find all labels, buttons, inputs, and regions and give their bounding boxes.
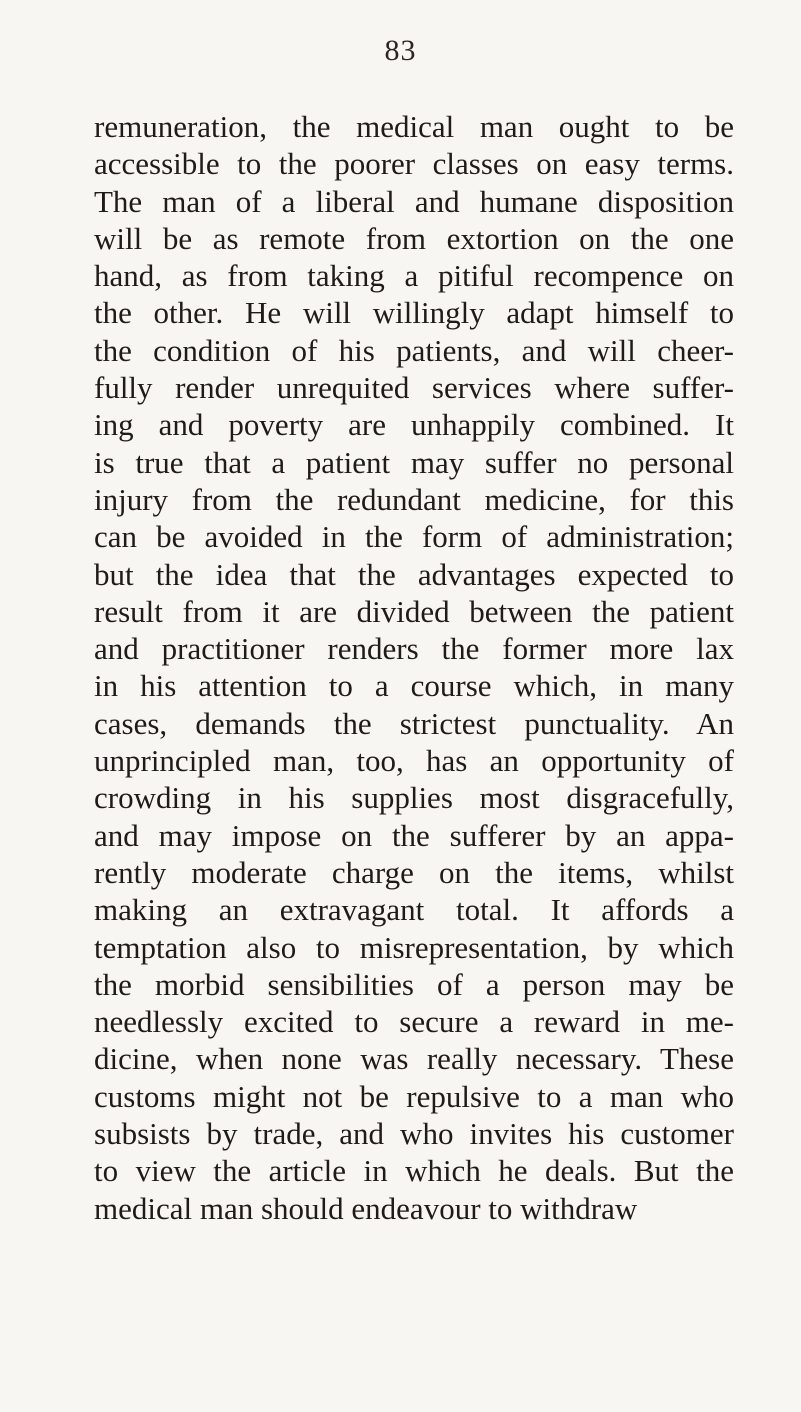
text-line: ing and poverty are unhappily combined. It: [94, 407, 734, 443]
text-line: the other. He will willingly adapt himself to: [94, 295, 734, 331]
text-line: accessible to the poorer classes on easy terms.: [94, 146, 734, 182]
text-line: medical man should endeavour to withdraw: [94, 1190, 638, 1226]
text-line: cases, demands the strictest punctuality. An: [94, 705, 734, 741]
text-line: result from it are divided between the patient: [94, 593, 734, 629]
text-line: will be as remote from extortion on the one: [94, 220, 734, 256]
text-line: making an extravagant total. It affords a: [94, 892, 734, 928]
text-line: rently moderate charge on the items, whilst: [94, 854, 734, 890]
text-line: crowding in his supplies most disgracefully,: [94, 780, 734, 816]
text-line: in his attention to a course which, in many: [94, 668, 734, 704]
text-line: unprincipled man, too, has an opportunity of: [94, 743, 734, 779]
text-line: is true that a patient may suffer no personal: [94, 444, 734, 480]
text-line: hand, as from taking a pitiful recompence on: [94, 258, 734, 294]
text-line: but the idea that the advantages expected to: [94, 556, 734, 592]
text-line: needlessly excited to secure a reward in me-: [94, 1004, 734, 1040]
text-line: can be avoided in the form of administration;: [94, 519, 734, 555]
page-number: 83: [384, 34, 417, 67]
text-line: injury from the redundant medicine, for this: [94, 481, 734, 517]
text-line: and may impose on the sufferer by an appa-: [94, 817, 734, 853]
text-line: customs might not be repulsive to a man who: [94, 1078, 734, 1114]
text-line: and practitioner renders the former more lax: [94, 631, 734, 667]
text-line: the condition of his patients, and will cheer-: [94, 332, 734, 368]
text-line: the morbid sensibilities of a person may be: [94, 966, 734, 1002]
text-line: remuneration, the medical man ought to be: [94, 109, 734, 144]
text-line: fully render unrequited services where suffer-: [94, 370, 734, 406]
text-line: to view the article in which he deals. But the: [94, 1153, 734, 1189]
text-line: subsists by trade, and who invites his customer: [94, 1116, 734, 1152]
text-line: temptation also to misrepresentation, by which: [94, 929, 734, 965]
text-line: The man of a liberal and humane disposition: [94, 183, 734, 219]
text-line: dicine, when none was really necessary. These: [94, 1041, 734, 1077]
body-text: [94, 108, 734, 1227]
